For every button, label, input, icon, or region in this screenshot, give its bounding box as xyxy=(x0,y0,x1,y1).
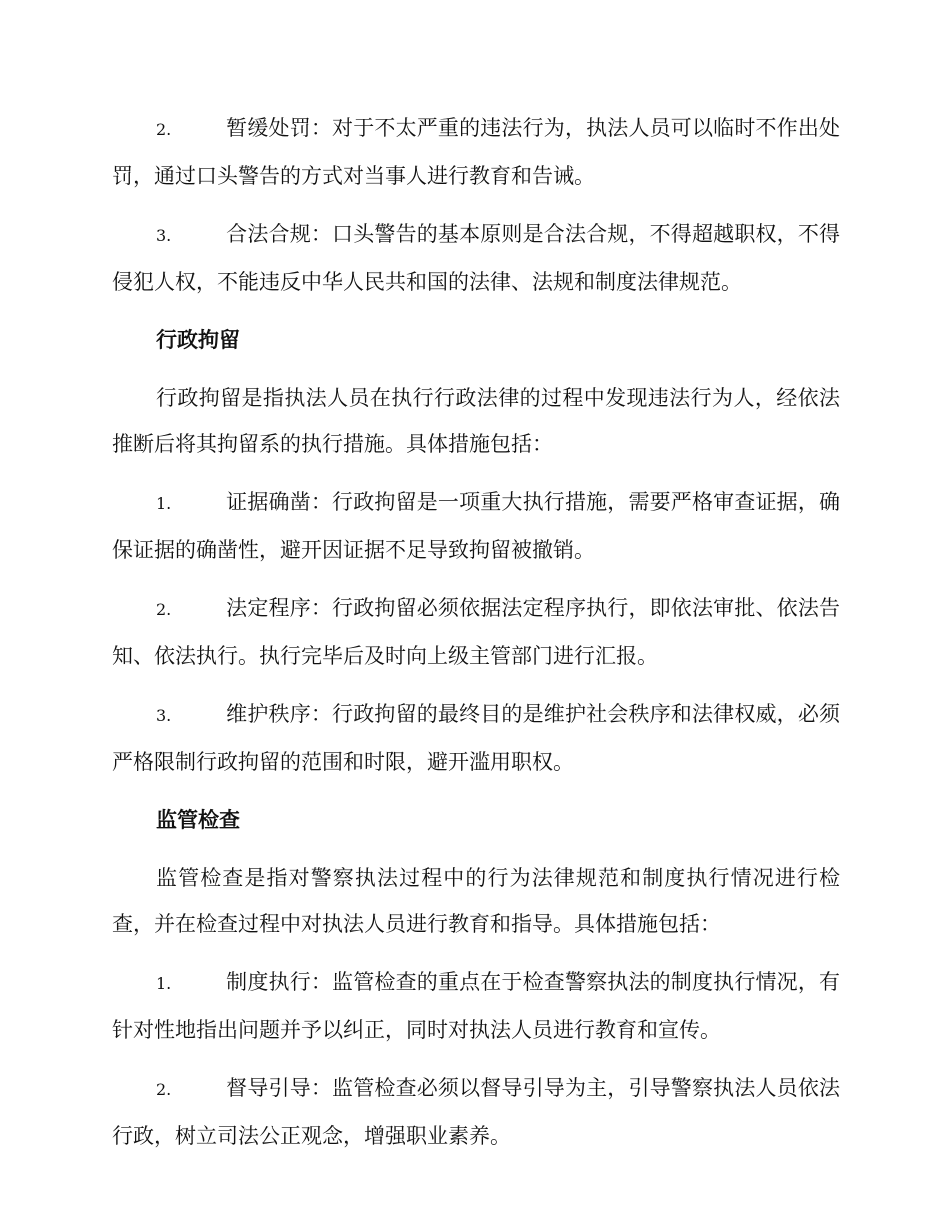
list-item xyxy=(112,691,840,785)
item-number: 1. xyxy=(156,494,172,513)
item-title: 制度执行： xyxy=(226,970,333,994)
item-text: 监管检查的重点在于检查警察执法的制度执行情况，有针对性地指出问题并予以纠正，同时对执法人员进行教育和宣传。 xyxy=(112,970,841,1042)
list-item xyxy=(112,105,840,199)
item-text: 口头警告的基本原则是合法合规，不得超越职权，不得侵犯人权，不能违反中华人民共和国的法律、法规和制度法律规范。 xyxy=(112,222,841,294)
list-item xyxy=(112,959,840,1053)
list-item xyxy=(112,479,840,573)
item-number: 3. xyxy=(156,706,172,725)
section-intro: 行政拘留是指执法人员在执行行政法律的过程中发现违法行为人，经依法推断后将其拘留系的执行措施。具体措施包括： xyxy=(112,386,840,456)
section-heading: 行政拘留 xyxy=(156,328,240,352)
item-title: 暂缓处罚： xyxy=(226,116,333,140)
list-item xyxy=(112,1065,840,1159)
document-page xyxy=(112,105,840,1171)
item-number: 1. xyxy=(156,974,172,993)
list-item xyxy=(112,211,840,305)
item-title: 证据确凿： xyxy=(226,490,333,514)
item-number: 2. xyxy=(156,1080,172,1099)
item-text: 行政拘留的最终目的是维护社会秩序和法律权威，必须严格限制行政拘留的范围和时限，避开滥用职权。 xyxy=(112,702,841,774)
section-heading: 监管检查 xyxy=(156,808,240,832)
item-text: 行政拘留是一项重大执行措施，需要严格审查证据，确保证据的确凿性，避开因证据不足导致拘留被撤销。 xyxy=(112,490,841,562)
item-title: 督导引导： xyxy=(226,1076,333,1100)
item-number: 2. xyxy=(156,600,172,619)
item-title: 法定程序： xyxy=(226,596,333,620)
item-title: 合法合规： xyxy=(226,222,333,246)
item-number: 2. xyxy=(156,120,172,139)
item-title: 维护秩序： xyxy=(226,702,333,726)
item-text: 对于不太严重的违法行为，执法人员可以临时不作出处罚，通过口头警告的方式对当事人进行教育和告诫。 xyxy=(112,116,841,188)
list-item xyxy=(112,585,840,679)
section-intro: 监管检查是指对警察执法过程中的行为法律规范和制度执行情况进行检查，并在检查过程中对执法人员进行教育和指导。具体措施包括： xyxy=(112,866,840,936)
item-number: 3. xyxy=(156,226,172,245)
item-text: 监管检查必须以督导引导为主，引导警察执法人员依法行政，树立司法公正观念，增强职业素养。 xyxy=(112,1076,841,1148)
item-text: 行政拘留必须依据法定程序执行，即依法审批、依法告知、依法执行。执行完毕后及时向上级主管部门进行汇报。 xyxy=(112,596,841,668)
